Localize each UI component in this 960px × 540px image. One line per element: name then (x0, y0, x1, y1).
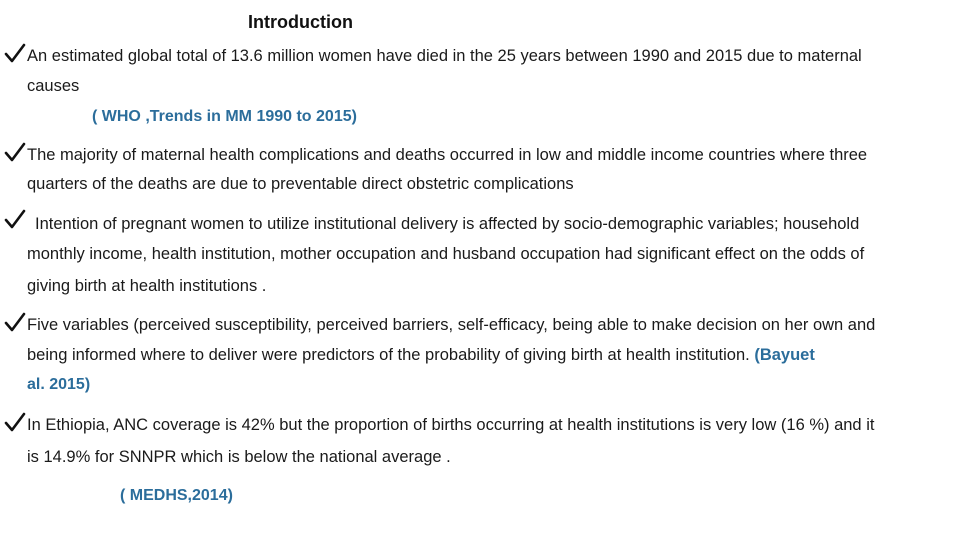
check-mark-icon (4, 42, 26, 64)
bullet-5-line-1: In Ethiopia, ANC coverage is 42% but the proportion of births occurring at health institutions is very low (16 %) and it (27, 416, 875, 434)
bullet-3-line-3: giving birth at health institutions . (27, 277, 267, 295)
check-mark-icon (4, 311, 26, 333)
slide-title: Introduction (248, 12, 353, 32)
bullet-4-line-1: Five variables (perceived susceptibility, perceived barriers, self-efficacy, being able to make decision on her own and (27, 316, 876, 334)
check-mark-icon (4, 208, 26, 230)
bullet-4-line-2-text: being informed where to deliver were predictors of the probability of giving birth at health institution. (27, 346, 750, 364)
bullet-4-line-2 (27, 345, 815, 365)
check-mark-icon (4, 411, 26, 433)
bullet-1-line-2: causes (27, 77, 80, 95)
bullet-2-line-2: quarters of the deaths are due to preventable direct obstetric complications (27, 175, 574, 193)
bullet-5-citation: ( MEDHS,2014) (120, 487, 233, 504)
check-mark-icon (4, 141, 26, 163)
bullet-5-line-2: is 14.9% for SNNPR which is below the national average . (27, 448, 451, 466)
bullet-4-citation-inline: (Bayuet (754, 346, 815, 364)
bullet-3-line-2: monthly income, health institution, mother occupation and husband occupation had significant effect on the odds of (27, 245, 865, 263)
bullet-1-line-1: An estimated global total of 13.6 million women have died in the 25 years between 1990 and 2015 due to maternal (27, 47, 862, 65)
bullet-4-citation-line: al. 2015) (27, 376, 91, 393)
bullet-1-citation: ( WHO ,Trends in MM 1990 to 2015) (92, 108, 357, 125)
bullet-2-line-1: The majority of maternal health complications and deaths occurred in low and middle income countries where three (27, 146, 868, 164)
bullet-3-line-1: Intention of pregnant women to utilize institutional delivery is affected by socio-demographic variables; household (35, 215, 860, 233)
